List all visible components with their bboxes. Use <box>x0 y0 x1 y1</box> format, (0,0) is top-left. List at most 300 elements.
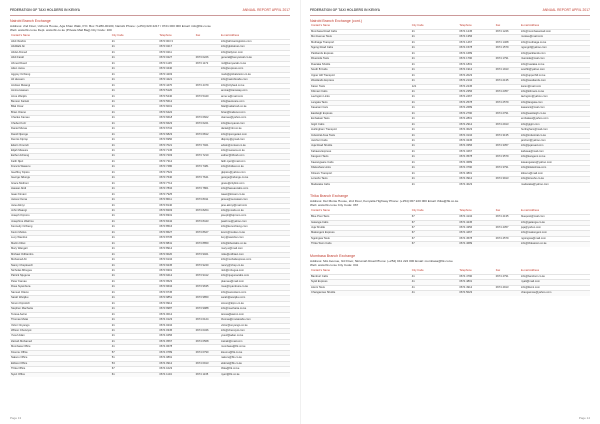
cell-city-code: 21 <box>111 181 159 186</box>
cell-fax: 0673 9988 <box>195 307 220 312</box>
cell-contact-name: Nyali Express <box>310 280 411 285</box>
cell-contact-name: Joseph Kiprono <box>10 214 111 219</box>
cell-email: kahawa@mail.com <box>520 149 590 154</box>
cell-telephone: 0673 9523 <box>158 279 194 284</box>
cell-email: kasarani@mail.com <box>520 106 590 111</box>
cell-fax: 0673 7481 <box>195 165 220 170</box>
cell-contact-name: Mary Wangari <box>10 247 111 252</box>
cell-contact-name: Kileleshwa Links <box>310 166 411 171</box>
cell-telephone: 0674 1245 <box>458 29 494 34</box>
cell-telephone: 0673 7522 <box>158 170 194 175</box>
cell-contact-name: David Njoroge <box>10 132 111 137</box>
cell-city-code: 41 <box>111 345 159 350</box>
cell-contact-name: Abdi Ibrahim <box>10 39 111 44</box>
cell-email: info@cbdtaxi.co.ke <box>220 165 290 170</box>
header-report-title: ANNUAL REPORT APRIL 2017 <box>542 8 590 12</box>
cell-fax: 0673 5440 <box>195 94 220 99</box>
cell-email: info@parklands.com <box>520 51 590 56</box>
column-header-contact-name: Contact's Name <box>311 24 331 28</box>
cell-telephone: 0673 8331 <box>158 214 194 219</box>
cell-city-code: 21 <box>111 203 159 208</box>
cell-fax: 0673 8204 <box>195 209 220 214</box>
cell-email: gkiptoo@yahoo.com <box>220 170 290 175</box>
cell-contact-name: Mohamed Ali <box>10 258 111 263</box>
cell-city-code: 21 <box>411 57 459 62</box>
cell-contact-name: Sarah Wanjiku <box>10 296 111 301</box>
cell-email: info@cityhaul.co.ke <box>220 83 290 88</box>
cell-telephone: 0674 3245 <box>458 139 494 144</box>
cell-city-code: 21 <box>111 72 159 77</box>
page-footer <box>10 416 290 420</box>
cell-email: edwin@omtaxi.co.ke <box>220 143 290 148</box>
cell-contact-name: Amina Hassan <box>10 89 111 94</box>
section-title-mombasa: Mombasa Branch Exchange <box>310 253 356 258</box>
cell-email: kitisuru@mail.com <box>520 171 590 176</box>
cell-fax: 0674 1791 <box>495 57 520 62</box>
cell-city-code: 21 <box>111 170 159 175</box>
cell-city-code: 21 <box>111 236 159 241</box>
cell-contact-name: Bilal Omar <box>10 105 111 110</box>
cell-city-code: 21 <box>111 225 159 230</box>
cell-email: info@kenochieng.com <box>220 225 290 230</box>
cell-telephone: 0673 5440 <box>158 94 194 99</box>
cell-telephone: 0673 9301 <box>158 269 194 274</box>
cell-fax: 0674 4579 <box>495 236 520 241</box>
cell-contact-name: Upper Hill Transport <box>310 73 411 78</box>
cell-contact-name: Kevin Mutiso <box>10 230 111 235</box>
cell-telephone: 0673 003 3 <box>158 39 194 44</box>
cell-city-code: 21 <box>411 160 459 165</box>
cell-email: info@upperhill.co.ke <box>520 73 590 78</box>
cell-email: ngongrd@yahoo.com <box>520 46 590 51</box>
cell-telephone: 0673 8735 <box>158 236 194 241</box>
cell-contact-name: Rose Nyambura <box>10 285 111 290</box>
cell-telephone: 0673 9634 <box>158 285 194 290</box>
cell-contact-name: Ahmed Daud <box>10 61 111 66</box>
cell-city-code: 21 <box>411 171 459 176</box>
cell-telephone: 0673 4203 <box>158 72 194 77</box>
cell-fax: 0673 8850 <box>195 241 220 246</box>
cell-city-code: 51 <box>111 356 159 361</box>
cell-fax: 0674 4791 <box>495 274 520 279</box>
cell-contact-name: Juja Shuttle <box>310 225 411 230</box>
cell-city-code: 67 <box>411 215 459 220</box>
column-header-city-code: City Code <box>411 209 424 213</box>
cell-city-code: 21 <box>111 45 159 50</box>
cell-email: lucy@wambui.com <box>220 236 290 241</box>
cell-contact-name: Kennedy Ochieng <box>10 225 111 230</box>
cell-email: info@mohaliexpress.com <box>220 258 290 263</box>
cell-telephone: 0673 9851 <box>158 296 194 301</box>
cell-contact-name: Riverside Taxis <box>310 57 411 62</box>
cell-contact-name: Isaac Kimani <box>10 192 111 197</box>
cell-contact-name: Charles Kamau <box>10 116 111 121</box>
cell-contact-name: Karen Taxis <box>310 84 411 89</box>
cell-email: info@hassancabs.com <box>220 187 290 192</box>
cell-contact-name: Abdillahi Ali <box>10 45 111 50</box>
column-header-contact-name: Contact's Name <box>11 34 31 38</box>
section-title-thika: Thika Branch Exchange <box>310 194 349 199</box>
cell-telephone: 0673 6422 <box>158 110 194 115</box>
cell-city-code: 21 <box>111 50 159 55</box>
cell-email: changamwe@yahoo.com <box>520 291 590 296</box>
cell-city-code: 21 <box>411 139 459 144</box>
cell-email: faith.njeri@mail.com <box>220 159 290 164</box>
cell-email: nick@mbugua.com <box>220 269 290 274</box>
cell-contact-name: Kangemi Taxis <box>310 155 411 160</box>
cell-contact-name: Patrick Njuguna <box>10 274 111 279</box>
cell-fax: 0673 7210 <box>195 154 220 159</box>
cell-city-code: 21 <box>111 132 159 137</box>
cell-contact-name: Teresa Awino <box>10 312 111 317</box>
cell-city-code: 21 <box>111 89 159 94</box>
cell-telephone: 0673 8011 <box>158 198 194 203</box>
cell-email: nyeri@ftk.co.ke <box>220 372 290 377</box>
cell-contact-name: Mombasa Office <box>10 345 111 350</box>
cell-city-code: 21 <box>111 116 159 121</box>
cell-email: mary.w@mail.com <box>220 247 290 252</box>
cell-city-code: 21 <box>111 159 159 164</box>
cell-telephone: 0673 7834 <box>158 187 194 192</box>
cell-telephone: 0673 1145 <box>158 61 194 66</box>
cell-city-code: 21 <box>411 166 459 171</box>
cell-contact-name: Bamburi Cabs <box>310 274 411 279</box>
right-page <box>300 0 600 424</box>
cell-city-code: 21 <box>111 334 159 339</box>
cell-contact-name: Lucy Wambui <box>10 236 111 241</box>
cell-city-code: 21 <box>411 111 459 116</box>
cell-email: info@thikatown.co.ke <box>520 242 590 247</box>
cell-telephone: 0674 4801 <box>458 280 494 285</box>
cell-telephone: 0673 5612 <box>158 99 194 104</box>
cell-telephone: 0674 1578 <box>458 46 494 51</box>
cell-telephone: 0674 0123 <box>158 318 194 323</box>
cell-email: info@kangemi.co.ke <box>520 155 590 160</box>
cell-telephone: 0673 9987 <box>158 307 194 312</box>
cell-city-code: 21 <box>411 182 459 187</box>
cell-email: info@kenyanet.com <box>220 121 290 126</box>
cell-contact-name: Grace Muthoni <box>10 181 111 186</box>
cell-contact-name: Elijah Mwaura <box>10 149 111 154</box>
cell-email: info@bamburi.co.ke <box>520 274 590 279</box>
cell-telephone: 0673 0227 <box>158 56 194 61</box>
cell-contact-name: Gatanga Cabs <box>310 220 411 225</box>
cell-fax: 0674 4357 <box>495 225 520 230</box>
cell-contact-name: Mombasa Road Cabs <box>310 29 411 34</box>
cell-telephone: 0674 2689 <box>458 106 494 111</box>
contacts-table-mombasa <box>310 269 590 296</box>
cell-contact-name: Muthaiga Transport <box>310 40 411 45</box>
cell-contact-name: Francis Waweru <box>10 165 111 170</box>
header-report-title: ANNUAL REPORT APRIL 2017 <box>242 8 290 12</box>
cell-city-code: 21 <box>111 252 159 257</box>
running-header <box>10 7 290 13</box>
cell-fax: 0673 8011 <box>195 198 220 203</box>
running-header <box>310 7 590 13</box>
cell-email: info@jujaroad.com <box>520 144 590 149</box>
cell-telephone: 0673 8140 <box>158 203 194 208</box>
cell-city-code: 21 <box>411 133 459 138</box>
header-org-name: FEDERATION OF TAXI HOLDERS IN KENYA <box>10 8 81 12</box>
cell-fax: 0674 2579 <box>495 100 520 105</box>
cell-contact-name: Blue Post Taxis <box>310 215 411 220</box>
cell-telephone: 0674 3578 <box>458 155 494 160</box>
cell-email: info@express.com <box>220 67 290 72</box>
cell-contact-name: Ngong Road Cabs <box>310 46 411 51</box>
cell-telephone: 0674 0912 <box>158 361 194 366</box>
cell-email: general@kenyamail.co.ke <box>220 56 290 61</box>
cell-fax: 0674 0790 <box>195 350 220 355</box>
cell-email: lavington@yahoo.com <box>520 95 590 100</box>
cell-telephone: 0674 2356 <box>458 89 494 94</box>
cell-contact-name: Kahawa Express <box>310 149 411 154</box>
column-header-contact-name: Contact's Name <box>311 209 331 213</box>
cell-contact-name: Yusuf Adan <box>10 334 111 339</box>
cell-city-code: 21 <box>111 285 159 290</box>
cell-email: bilal@safaricab.co.ke <box>220 105 290 110</box>
cell-email: info@njorogetaxi.com <box>220 132 290 137</box>
cell-city-code: 21 <box>411 68 459 73</box>
cell-email: info@njugunacabs.com <box>220 274 290 279</box>
cell-email: thomas@mutaicabs.com <box>220 318 290 323</box>
cell-city-code: 21 <box>411 51 459 56</box>
column-header-city-code: City Code <box>411 268 424 272</box>
cell-contact-name: Lavington Links <box>310 95 411 100</box>
cell-email: info@mwaura.co.ke <box>220 149 290 154</box>
cell-email: nyali@mail.com <box>520 280 590 285</box>
cell-fax <box>495 291 520 296</box>
cell-fax: 0673 9412 <box>195 274 220 279</box>
cell-email: info@gatanga.co.ke <box>520 220 590 225</box>
cell-contact-name: Faith Njeri <box>10 159 111 164</box>
cell-contact-name: Abdul Ahmed <box>10 50 111 55</box>
cell-email: jane.akinyi@mail.com <box>220 203 290 208</box>
cell-city-code: 21 <box>111 94 159 99</box>
cell-contact-name: Nancy Chepkoech <box>10 263 111 268</box>
cell-telephone: 0674 0891 <box>158 356 194 361</box>
cell-city-code: 67 <box>411 231 459 236</box>
cell-contact-name: Aden Jama <box>10 67 111 72</box>
cell-city-code: 21 <box>411 100 459 105</box>
cell-email: yusuf@adan.co.ke <box>220 334 290 339</box>
cell-contact-name: Langata Taxis <box>310 100 411 105</box>
cell-contact-name: Kawangware Cabs <box>310 160 411 165</box>
cell-contact-name: Moi Avenue Taxis <box>310 35 411 40</box>
cell-telephone: 0673 8627 <box>158 230 194 235</box>
cell-contact-name: James Ouma <box>10 198 111 203</box>
cell-city-code: 21 <box>111 198 159 203</box>
cell-contact-name: Geoffrey Kiptoo <box>10 170 111 175</box>
cell-city-code: 21 <box>411 29 459 34</box>
cell-city-code: 21 <box>111 105 159 110</box>
cell-contact-name: Thomas Mutai <box>10 318 111 323</box>
cell-telephone: 0674 2801 <box>458 117 494 122</box>
cell-telephone: 0674 0456 <box>158 334 194 339</box>
cell-telephone: 0674 3801 <box>458 171 494 176</box>
cell-city-code: 21 <box>111 56 159 61</box>
cell-telephone: 0673 9020 <box>158 252 194 257</box>
cell-city-code: 57 <box>111 350 159 355</box>
cell-telephone: 0674 2912 <box>458 122 494 127</box>
cell-telephone: 0673 7203 <box>158 154 194 159</box>
cell-telephone: 0673 6734 <box>158 127 194 132</box>
cell-fax: 0674 2135 <box>495 79 520 84</box>
column-header-email: E-mail Address <box>520 24 540 28</box>
cell-contact-name: Eldoret Office <box>10 361 111 366</box>
cell-email: kevin@mutiso.co.ke <box>220 230 290 235</box>
column-header-telephone: Telephone <box>459 209 472 213</box>
cell-email: info@likoni.com <box>520 285 590 290</box>
column-header-fax: Fax <box>195 34 201 38</box>
contacts-table <box>310 24 590 187</box>
cell-telephone: 0673 9912 <box>158 301 194 306</box>
cell-email: info@tellycon.com <box>220 50 290 55</box>
contacts-table-thika <box>310 209 590 247</box>
header-org-name: FEDERATION OF TAXI HOLDERS IN KENYA <box>310 8 381 12</box>
column-header-fax: Fax <box>495 24 501 28</box>
cell-fax: 0673 7641 <box>195 176 220 181</box>
branch-address: Address: 2nd Floor, Uchumi House, Aga Khan Walk, P.O. Box 71280-00100, Nairobi Phone: (+254) 020 2217 / 0721 000 000 Email: info@ftk.co.ke <box>10 24 211 28</box>
cell-fax: 0673 9635 <box>195 285 220 290</box>
cell-city-code: 21 <box>411 62 459 67</box>
cell-city-code: 21 <box>111 39 159 44</box>
cell-city-code: 67 <box>411 225 459 230</box>
cell-fax: 0674 2913 <box>495 122 520 127</box>
cell-email: bluepost@mail.com <box>520 215 590 220</box>
cell-contact-name: Hassan Abdi <box>10 187 111 192</box>
cell-email: george@ndungu.co.ke <box>220 176 290 181</box>
cell-fax: 0673 6812 <box>195 132 220 137</box>
cell-city-code: 21 <box>111 138 159 143</box>
branch-address-mombasa: Address: Moi Avenue, 3rd Floor, Nkrumah Road Phone: (+254) 041 222 000 Email: mombasa@ftk.co.ke <box>310 258 453 263</box>
table-row <box>310 291 590 296</box>
cell-fax: 0674 4913 <box>495 285 520 290</box>
cell-contact-name: Kisumu Office <box>10 350 111 355</box>
cell-email: thika@ftk.co.ke <box>220 367 290 372</box>
cell-fax: 0673 4479 <box>195 83 220 88</box>
cell-city-code: 21 <box>111 121 159 126</box>
cell-fax: 0674 0124 <box>195 318 220 323</box>
cell-city-code: 21 <box>111 209 159 214</box>
cell-city-code: 21 <box>111 187 159 192</box>
branch-web: Web: www.ftk.co.ke Dept. www.ftk.co.ke (Private Mail Bag) City Code: 100 <box>10 28 112 32</box>
cell-fax: 0673 9021 <box>195 252 220 257</box>
cell-city-code: 21 <box>111 307 159 312</box>
cell-contact-name: Stephen Macharia <box>10 307 111 312</box>
cell-telephone: 0674 4689 <box>458 242 494 247</box>
cell-email: southb@yahoo.com <box>520 68 590 73</box>
cell-contact-name: Jane Akinyi <box>10 203 111 208</box>
cell-city-code: 21 <box>111 149 159 154</box>
cell-contact-name: Ali Hussein <box>10 78 111 83</box>
table-row <box>10 372 290 377</box>
cell-email: nancy@chep.co.ke <box>220 263 290 268</box>
cell-email: info@macharia.co.ke <box>220 307 290 312</box>
cell-telephone: 0674 4134 <box>458 215 494 220</box>
cell-email: simon@kipro.co.ke <box>220 301 290 306</box>
cell-email: karen@mail.com <box>520 84 590 89</box>
cell-email: info@mombasaroad.com <box>520 29 590 34</box>
cell-email: info@kileleshwa.com <box>520 166 590 171</box>
cell-contact-name: Zainab Mohamed <box>10 339 111 344</box>
cell-contact-name: Nakuru Office <box>10 356 111 361</box>
cell-contact-name: Josephine Wairimu <box>10 219 111 224</box>
cell-city-code: 21 <box>111 99 159 104</box>
cell-city-code: 21 <box>111 247 159 252</box>
cell-contact-name: Loresho Taxis <box>310 177 411 182</box>
cell-fax: 0674 3135 <box>495 133 520 138</box>
contacts-table <box>10 34 290 377</box>
cell-fax: 0674 0913 <box>195 361 220 366</box>
cell-telephone: 0674 4356 <box>458 225 494 230</box>
cell-city-code: 21 <box>111 279 159 284</box>
cell-city-code: 67 <box>411 220 459 225</box>
cell-email: pkamau@mail.com <box>220 279 290 284</box>
cell-email: mike@odhtaxi.com <box>220 252 290 257</box>
cell-contact-name: Madaraka Cabs <box>310 182 411 187</box>
cell-city-code: 21 <box>411 144 459 149</box>
cell-email: info@kibetcabs.co.ke <box>220 241 290 246</box>
cell-telephone: 0673 0211 <box>158 50 194 55</box>
cell-telephone: 0674 1689 <box>458 51 494 56</box>
cell-city-code: 41 <box>411 285 459 290</box>
cell-contact-name: Likoni Taxis <box>310 285 411 290</box>
cell-email: info@langata.com <box>520 100 590 105</box>
cell-telephone: 0674 4467 <box>458 231 494 236</box>
branch-address-thika: Address: Del Monte House, 2nd Floor, Kenyatta Highway Phone: (+254) 067 220 000 Email: thika@ftk.co.ke <box>310 199 459 204</box>
cell-contact-name: Eastleigh Express <box>310 111 411 116</box>
cell-contact-name: Jamhuri Cabs <box>310 139 411 144</box>
cell-city-code: 21 <box>111 192 159 197</box>
cell-fax: 0674 1468 <box>495 40 520 45</box>
cell-telephone: 0673 6001 <box>158 105 194 110</box>
cell-telephone: 0673 7640 <box>158 176 194 181</box>
cell-telephone: 0673 4470 <box>158 83 194 88</box>
cell-contact-name: Dennis Kiprop <box>10 138 111 143</box>
cell-city-code: 21 <box>411 79 459 84</box>
cell-telephone: 0674 3689 <box>458 160 494 165</box>
cell-city-code: 67 <box>411 242 459 247</box>
cell-contact-name: Hurlingham Transport <box>310 128 411 133</box>
page-number: Page 13 <box>10 416 22 420</box>
cell-contact-name: Samuel Otieno <box>10 290 111 295</box>
cell-city-code: 21 <box>111 312 159 317</box>
cell-email: info@kilimani.co.ke <box>520 89 590 94</box>
column-header-city-code: City Code <box>411 24 424 28</box>
cell-city-code: 21 <box>111 78 159 83</box>
cell-city-code: 21 <box>411 89 459 94</box>
cell-fax: 0673 9850 <box>195 296 220 301</box>
cell-city-code: 21 <box>411 177 459 182</box>
cell-telephone: 0674 3356 <box>458 144 494 149</box>
cell-email: juja@yahoo.com <box>520 225 590 230</box>
cell-telephone: 0674 1790 <box>458 57 494 62</box>
cell-contact-name: Parklands Express <box>310 51 411 56</box>
cell-telephone: 0674 0012 <box>158 312 194 317</box>
cell-telephone: 0674 2134 <box>458 79 494 84</box>
cell-telephone: 0674 4578 <box>458 236 494 241</box>
cell-city-code: 21 <box>411 73 459 78</box>
cell-contact-name: Daniel Mutua <box>10 127 111 132</box>
cell-telephone: 0674 2467 <box>458 95 494 100</box>
cell-fax: 0674 1579 <box>495 46 520 51</box>
section-title: Nairobi Branch Exchange (cont.) <box>310 19 362 23</box>
cell-contact-name: Wilson Cheruiyot <box>10 328 111 333</box>
cell-contact-name: Embakasi Taxis <box>310 117 411 122</box>
cell-telephone: 0674 0789 <box>158 350 194 355</box>
cell-fax: 0674 2357 <box>495 89 520 94</box>
cell-fax: 0674 2791 <box>495 111 520 116</box>
